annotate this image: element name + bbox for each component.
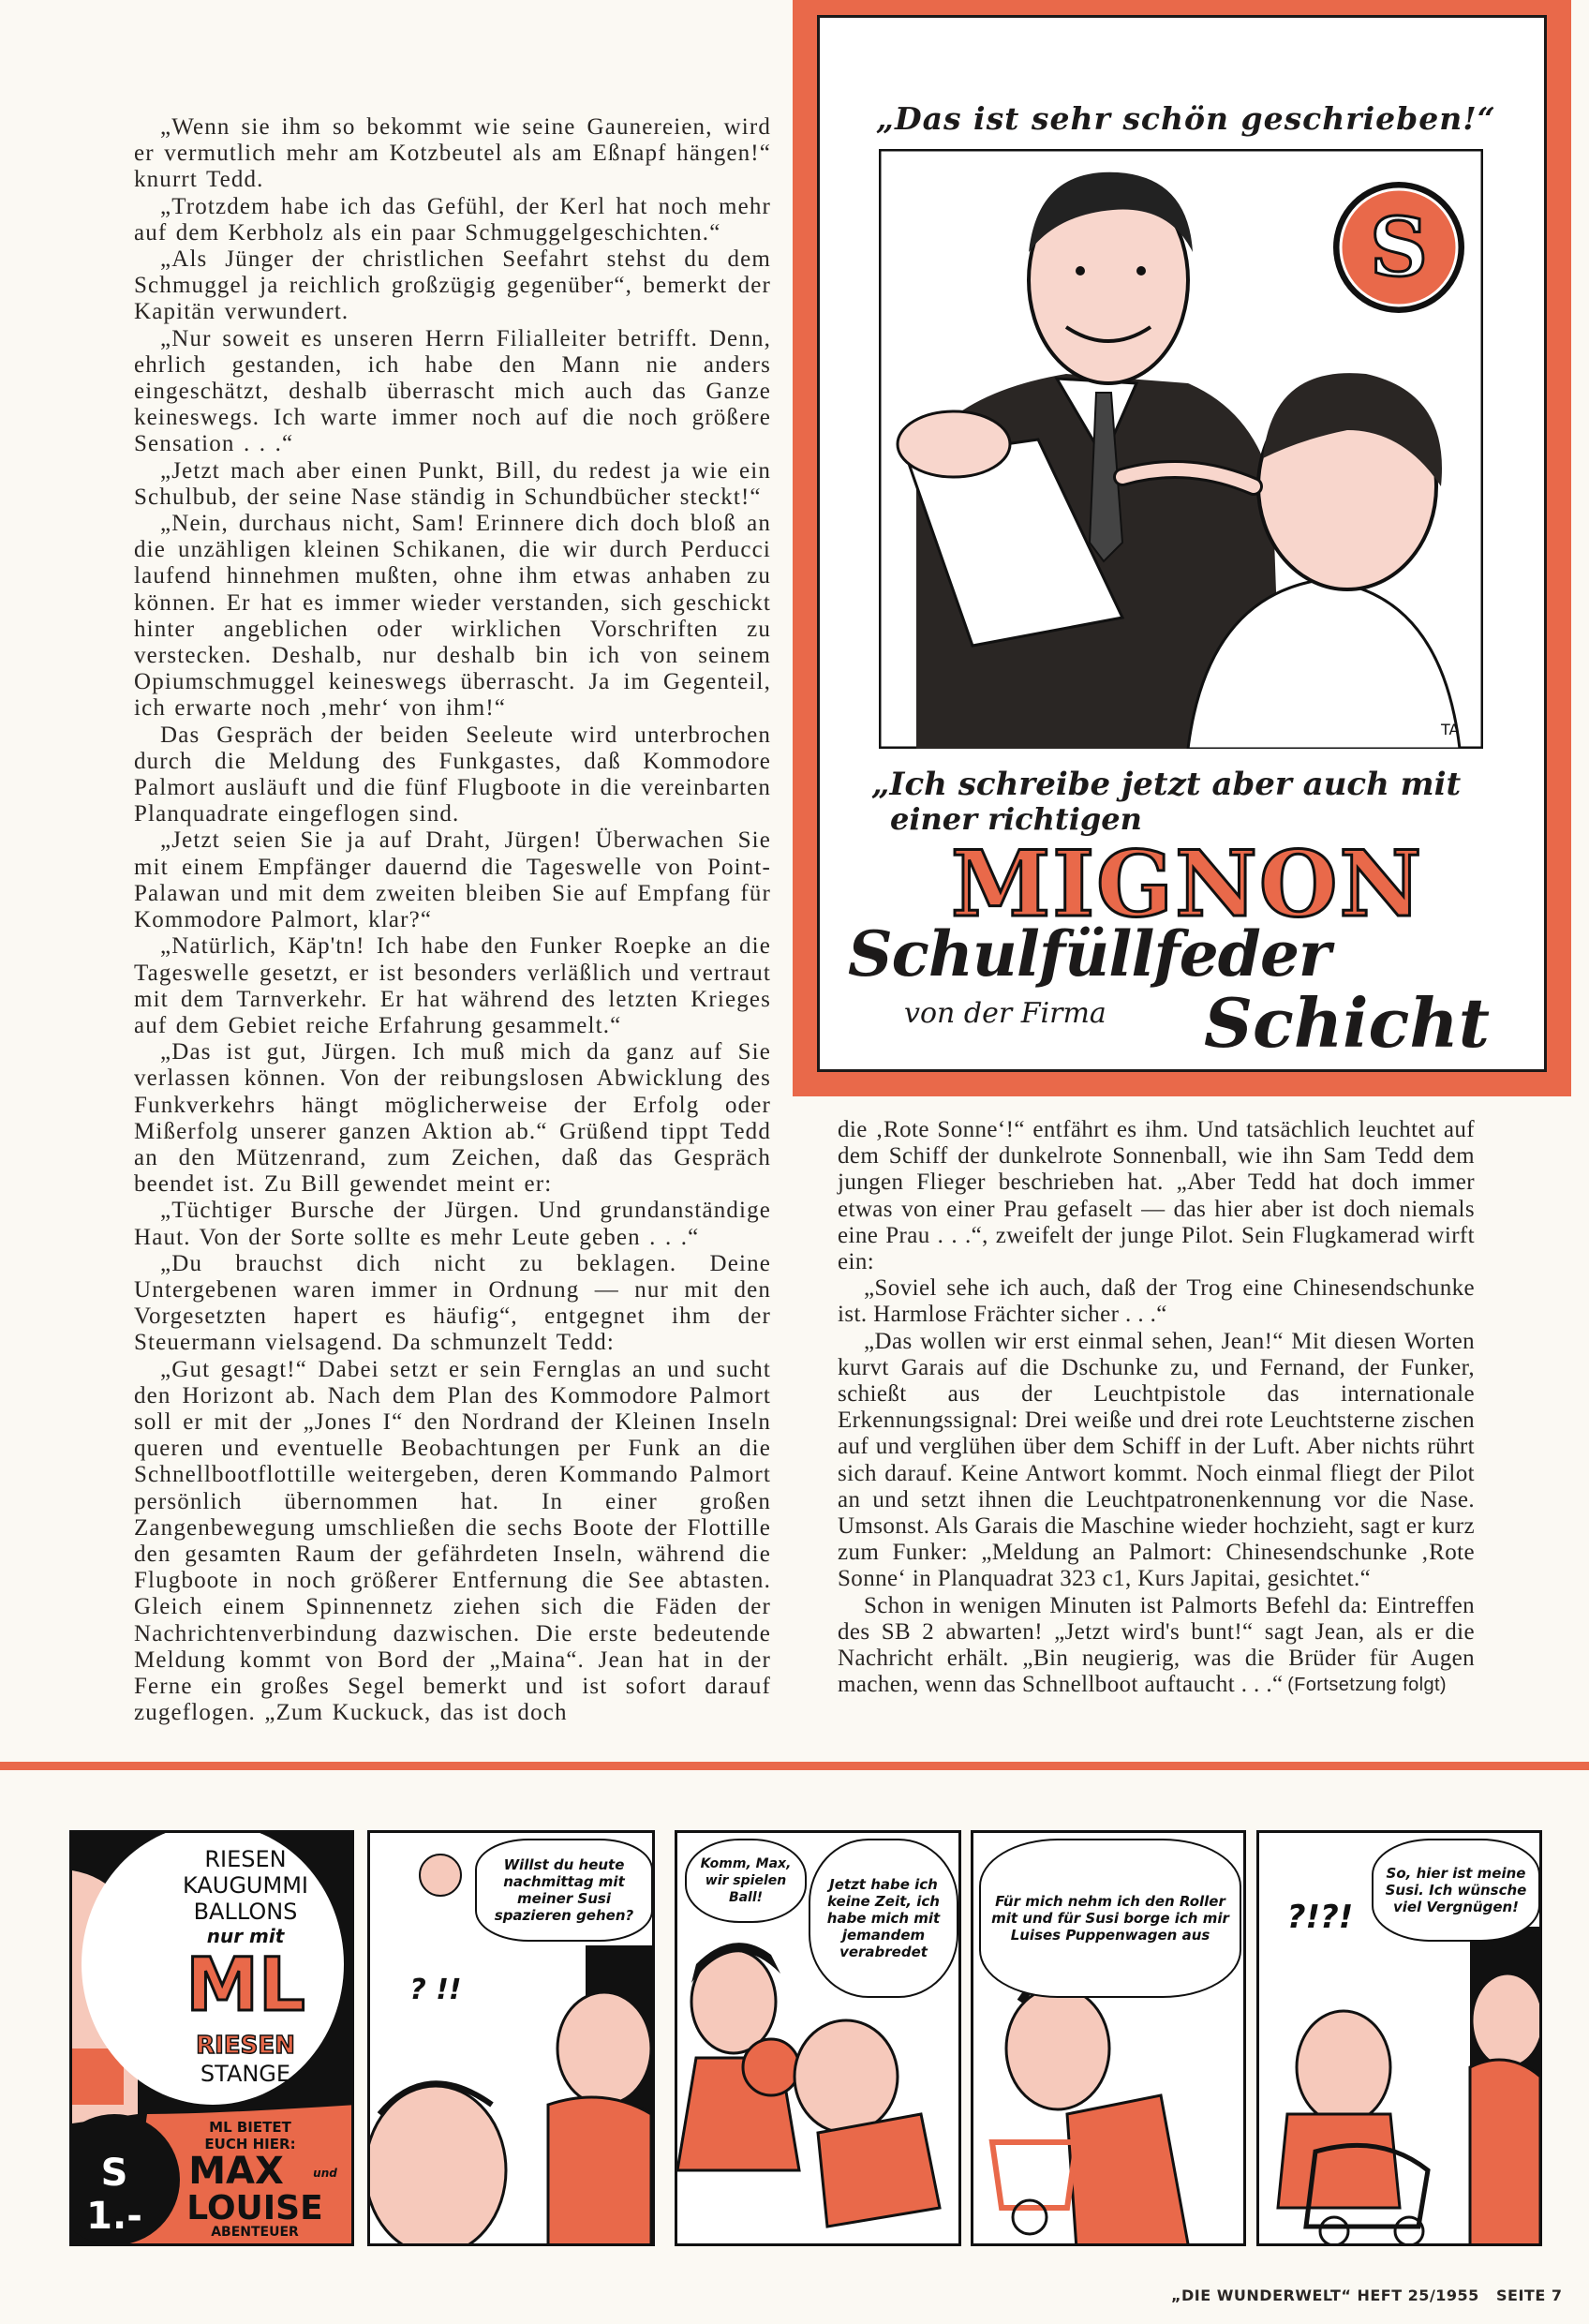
ad-title-abenteuer: ABENTEUER [211, 2225, 299, 2240]
ad-line1: RIESEN [204, 1846, 287, 1872]
continuation-note: (Fortsetzung folgt) [1287, 1675, 1447, 1696]
orange-divider [0, 1762, 1589, 1770]
mignon-advertisement [793, 0, 1571, 1096]
article-paragraph: „Gut gesagt!“ Dabei setzt er sein Fernglas an und sucht den Horizont ab. Nach dem Plan des Kommodore Palmort soll er mit der „Jones I“ den Nordrand der Kleinen Inseln queren und eventuelle Beobachtungen per Funk an die Schnellbootflottille weitergeben, deren Kommando Palmort persönlich übernommen hat. In einer großen Zangenbewegung umschließen die sechs Boote der Flottille den gesamten Raum der gefährdeten Inseln, während die Flugboote in noch größerer Entfernung die See abtasten. Gleich einem Spinnennetz ziehen sich die Fäden der Nachrichtenverbindung dazwischen. Die erste bedeutende Meldung kommt von Bord der „Maina“. Jean hat in der Ferne ein großes Segel bemerkt und ist sofort darauf zugeflogen. „Zum Kuckuck, das ist doch [134, 1356, 771, 1726]
page-footer: „DIE WUNDERWELT“ HEFT 25/1955 SEITE 7 [1171, 2287, 1563, 2304]
comic-panel-1 [367, 1830, 655, 2246]
panel4-marks: ?!?! [1286, 1899, 1354, 1936]
ad-line6: STANGE [200, 2061, 291, 2087]
ad-company-name: Schicht [1204, 983, 1490, 1063]
ad-title-max: MAX [188, 2150, 284, 2193]
ad-line3: BALLONS [193, 1899, 298, 1925]
ad-quote-line1: „Ich schreibe jetzt aber auch mit [871, 766, 1462, 803]
article-right-column [838, 1117, 1475, 1699]
panel1-speech-bubble: Willst du heute nachmittag mit meiner Susi spazieren gehen? [475, 1839, 653, 1942]
ad-offer2: EUCH HIER: [204, 2136, 296, 2153]
article-paragraph: die ‚Rote Sonne‘!“ entfährt es ihm. Und tatsächlich leuchtet auf dem Schiff der dunkelrote Sonnenball, wie ihn Sam Tedd dem jungen Flieger beschrieben hat. „Aber Tedd hat doch immer etwas von einer Prau gefaselt — das hier aber ist doch niemals eine Prau . . .“, zweifelt der junge Pilot. Sein Flugkamerad wirft ein: [838, 1117, 1475, 1275]
article-paragraph: „Du brauchst dich nicht zu beklagen. Deine Untergebenen waren immer in Ordnung — nur mit den Vorgesetzten hapert es häufig“, entgegnet ihm der Steuermann vielsagend. Da schmunzelt Tedd: [134, 1250, 771, 1356]
comic-ad-panel [69, 1830, 354, 2246]
ad-brand-ml: ML [186, 1944, 305, 2028]
ad-illustration [879, 149, 1483, 749]
article-paragraph: „Tüchtiger Bursche der Jürgen. Und grundanständige Haut. Von der Sorte sollte es mehr Leute geben . . .“ [134, 1198, 771, 1250]
artist-mark: TA [1441, 721, 1460, 738]
ad-quote-line2: einer richtigen [890, 801, 1142, 837]
panel1-marks: ? !! [409, 1974, 462, 2006]
schicht-logo [1333, 182, 1464, 313]
article-paragraph: „Nein, durchaus nicht, Sam! Erinnere dich doch bloß an die unzähligen kleinen Schikanen, die wir durch Perducci laufend hinnehmen mußten, ohne ihm etwas anhaben zu können. Er hat es immer wieder verstanden, sich geschickt hinter angeblichen oder wirklichen Vorschriften zu verstecken. Deshalb, nur deshalb bin ich von seinem Opiumschmuggel keineswegs überrascht. Ja im Gegenteil, ich erwarte noch ‚mehr‘ von ihm!“ [134, 511, 771, 722]
ad-line5: RIESEN [196, 2032, 295, 2060]
panel3-speech-bubble: Für mich nehm ich den Roller mit und für Susi borge ich mir Luises Puppenwagen aus [979, 1839, 1241, 1998]
ad-line2: KAUGUMMI [183, 1872, 308, 1899]
article-paragraph: „Trotzdem habe ich das Gefühl, der Kerl hat noch mehr auf dem Kerbholz als ein paar Schmuggelgeschichten.“ [134, 193, 771, 246]
ad-title-and: und [313, 2167, 337, 2180]
ad-inner-frame [817, 15, 1547, 1072]
article-paragraph: „Jetzt mach aber einen Punkt, Bill, du redest ja wie ein Schulbub, der seine Nase ständig in Schundbücher steckt!“ [134, 457, 771, 510]
article-paragraph: „Als Jünger der christlichen Seefahrt stehst du dem Schmuggel ja reichlich großzügig gegenüber“, bemerkt der Kapitän verwundert. [134, 246, 771, 325]
ad-from-firm: von der Firma [904, 997, 1106, 1030]
panel4-speech-bubble: So, hier ist meine Susi. Ich wünsche viel Vergnügen! [1372, 1839, 1540, 1942]
logo-letter: S [1369, 201, 1429, 295]
panel2-speech-bubble-b: Jetzt habe ich keine Zeit, ich habe mich mit jemandem verabredet [809, 1839, 958, 1998]
ad-line4: nur mit [206, 1925, 285, 1947]
comic-panel-2 [675, 1830, 961, 2246]
ad-product-name: Schulfüllfeder [848, 917, 1330, 991]
article-paragraph: „Soviel sehe ich auch, daß der Trog eine Chinesendschunke ist. Harmlose Frächter sicher . . .“ [838, 1275, 1475, 1328]
article-paragraph: „Jetzt seien Sie ja auf Draht, Jürgen! Überwachen Sie mit einem Empfänger dauernd die Tageswelle von Point-Palawan und mit dem zweiten bleiben Sie auf Empfang für Kommodore Palmort, klar?“ [134, 827, 771, 933]
comic-panel-3 [971, 1830, 1246, 2246]
ad-price: S 1.- [86, 2152, 142, 2238]
ad-quote-top: „Das ist sehr schön geschrieben!“ [876, 100, 1496, 137]
panel2-speech-bubble-a: Komm, Max, wir spielen Ball! [685, 1839, 807, 1923]
article-paragraph: „Das ist gut, Jürgen. Ich muß mich da ganz auf Sie verlassen können. Von der reibungslosen Abwicklung des Funkverkehrs hängt möglicherweise der Erfolg oder Mißerfolg unserer ganzen Aktion ab.“ Grüßend tippt Tedd an den Mützenrand, zum Zeichen, daß das Gespräch beendet ist. Zu Bill gewendet meint er: [134, 1039, 771, 1198]
article-left-column [134, 114, 771, 1726]
article-paragraph: Das Gespräch der beiden Seeleute wird unterbrochen durch die Meldung des Funkgastes, daß Kommodore Palmort ausläuft und die fünf Flugboote in die vereinbarten Planquadrate eingeflogen sind. [134, 722, 771, 827]
ad-title-louise: LOUISE [186, 2189, 323, 2227]
article-paragraph: „Nur soweit es unseren Herrn Filialleiter betrifft. Denn, ehrlich gestanden, ich habe den Mann nie anders eingeschätzt, deshalb überrascht mich auch das Ganze keineswegs. Ich warte immer noch auf die noch größere Sensation . . .“ [134, 325, 771, 457]
article-paragraph: Schon in wenigen Minuten ist Palmorts Befehl da: Eintreffen des SB 2 abwarten! „Jetzt wird's bunt!“ sagt Jean, als er die Nachricht erhält. „Bin neugierig, was die Brüder für Augen machen, wenn das Schnellboot auftaucht . . .“ [838, 1592, 1475, 1698]
article-paragraph: „Das wollen wir erst einmal sehen, Jean!“ Mit diesen Worten kurvt Garais auf die Dschunke zu, und Fernand, der Funker, schießt aus der Leuchtpistole das internationale Erkennungssignal: Drei weiße und drei rote Leuchtsterne zischen auf und verglühen über dem Schiff in der Luft. Aber nichts rührt sich darauf. Keine Antwort kommt. Noch einmal fliegt der Pilot an und setzt ihnen die Leuchtpatronenkennung vor die Nase. Umsonst. Als Garais die Maschine wieder hochzieht, sagt er kurz zum Funker: „Meldung an Palmort: Chinesendschunke ‚Rote Sonne‘ in Planquadrat 323 c1, Kurs Japitai, gesichtet.“ [838, 1328, 1475, 1592]
article-paragraph: „Wenn sie ihm so bekommt wie seine Gaunereien, wird er vermutlich mehr am Kotzbeutel als am Eßnapf hängen!“ knurrt Tedd. [134, 114, 771, 193]
ad-offer1: ML BIETET [209, 2119, 291, 2136]
article-paragraph: „Natürlich, Käp'tn! Ich habe den Funker Roepke an die Tageswelle gesetzt, er ist besonders verläßlich und vertraut mit dem Tarnverkehr. Er hat während des letzten Krieges auf dem Gebiet reiche Erfahrung gesammelt.“ [134, 933, 771, 1038]
comic-panel-4 [1256, 1830, 1542, 2246]
ad-brand-mignon: MIGNON [951, 831, 1424, 937]
